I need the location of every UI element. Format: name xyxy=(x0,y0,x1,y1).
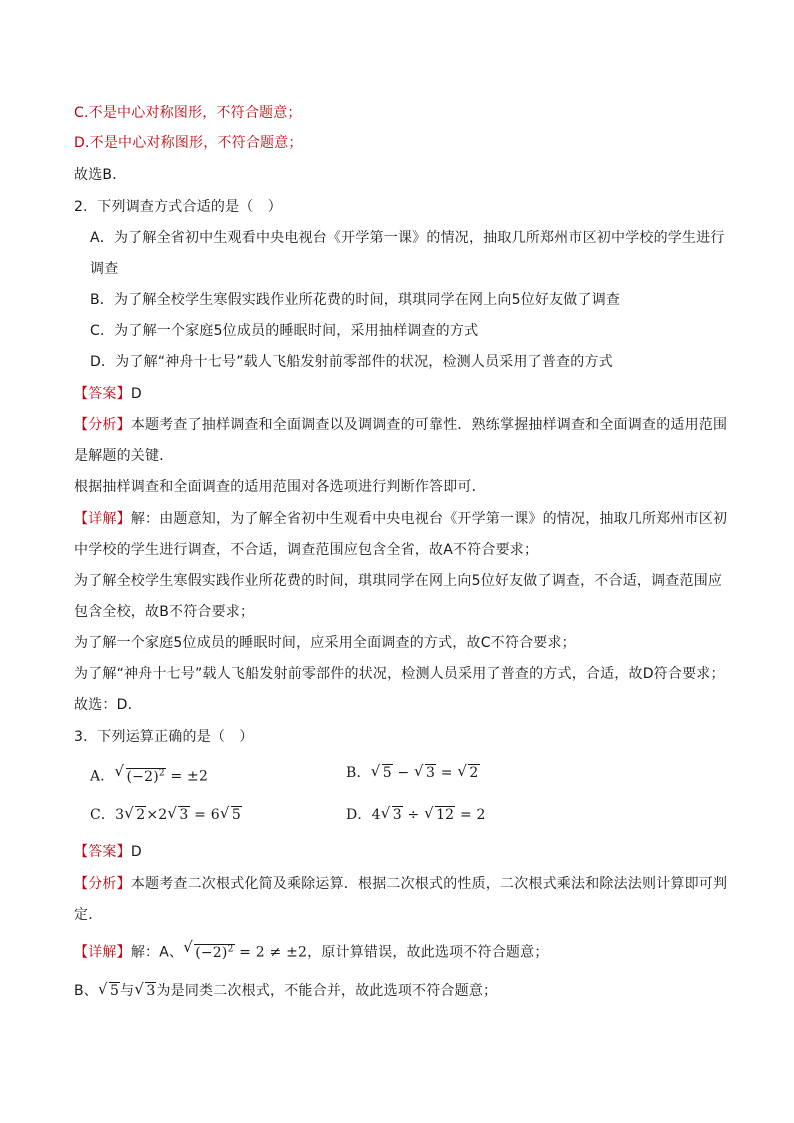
question-3-option-d: D．4√ 3 ÷ √ 12 = 2 xyxy=(346,806,486,824)
question-3-stem: 3．下列运算正确的是（ ） xyxy=(74,729,254,745)
detail-text-b-cont: 包含全校，故B不符合要求； xyxy=(74,604,255,620)
question-3-option-b: B．√ 5 − √ 3 = √ 2 xyxy=(346,764,480,782)
detail-text: 解：由题意知，为了解全省初中生观看中央电视台《开学第一课》的情况，抽取几所郑州市区初 xyxy=(130,511,728,527)
text-c-option-explain: C.不是中心对称图形，不符合题意； xyxy=(74,105,302,121)
detail-text-c: 为了解一个家庭5位成员的睡眠时间，应采用全面调查的方式，故C不符合要求； xyxy=(74,635,576,651)
question-2-option-a: A．为了解全省初中生观看中央电视台《开学第一课》的情况，抽取几所郑州市区初中学校的学生进行 xyxy=(90,230,725,246)
detail-text-d: 为了解“神舟十七号”载人飞船发射前零部件的状况，检测人员采用了普查的方式，合适，故D符合要求； xyxy=(74,666,725,682)
question-2-option-b: B．为了解全校学生寒假实践作业所花费的时间，琪琪同学在网上向5位好友做了调查 xyxy=(90,292,621,308)
question-2-option-a-cont: 调查 xyxy=(90,261,119,277)
answer-line-3 xyxy=(74,843,142,861)
analysis-line-3 xyxy=(74,875,727,893)
option-label: B． xyxy=(346,765,371,781)
question-2-option-d: D．为了解“神舟十七号”载人飞船发射前零部件的状况，检测人员采用了普查的方式 xyxy=(90,354,613,370)
analysis-tag: 【分析】 xyxy=(74,417,131,433)
option-label: A． xyxy=(90,768,115,785)
detail-text-cont: 中学校的学生进行调查，不合适，调查范围应包含全省，故A不符合要求； xyxy=(74,542,539,558)
analysis-tag: 【分析】 xyxy=(74,876,131,892)
answer-line xyxy=(74,385,142,403)
analysis-text-cont: 定． xyxy=(74,907,103,923)
question-3-option-a: A．√ $(-2)^2 = \pm 2$ xyxy=(90,764,208,786)
text-conclusion: 故选B． xyxy=(74,167,127,183)
option-label: D． xyxy=(346,807,372,823)
detail-tag: 【详解】 xyxy=(74,944,131,961)
analysis-text-cont: 是解题的关键． xyxy=(74,448,174,464)
answer-value: D xyxy=(130,844,142,860)
detail-tag: 【详解】 xyxy=(74,511,131,527)
answer-tag: 【答案】 xyxy=(74,844,131,860)
text-line xyxy=(74,134,303,152)
detail-conclusion: 故选：D． xyxy=(74,697,142,713)
analysis-text-2: 根据抽样调查和全面调查的适用范围对各选项进行判断作答即可． xyxy=(74,479,486,495)
analysis-line xyxy=(74,416,727,434)
option-label: C． xyxy=(90,807,116,823)
analysis-text: 本题考查了抽样调查和全面调查以及调调查的可靠性．熟练掌握抽样调查和全面调查的适用范围 xyxy=(130,417,728,433)
question-2-option-c: C．为了解一个家庭5位成员的睡眠时间，采用抽样调查的方式 xyxy=(90,323,479,339)
question-2-stem: 2．下列调查方式合适的是（ ） xyxy=(74,199,282,215)
analysis-text: 本题考查二次根式化简及乘除运算．根据二次根式的性质，二次根式乘法和除法法则计算即可判 xyxy=(130,876,728,892)
answer-value: D xyxy=(130,386,142,402)
answer-tag: 【答案】 xyxy=(74,386,131,402)
detail-text-b: 为了解全校学生寒假实践作业所花费的时间，琪琪同学在网上向5位好友做了调查，不合适，调查范围应 xyxy=(74,573,723,589)
detail-line-3a: 【详解】解：A、√ $(-2)^2 = 2 \ne \pm 2$，原计算错误，故此选项不符合题意； xyxy=(74,940,549,962)
question-3-option-c: C．3√ 2×2√ 3 = 6√ 5 xyxy=(90,806,242,824)
detail-line-3b: B、√ 5与√ 3为是同类二次根式，不能合并，故此选项不符合题意； xyxy=(74,982,497,1000)
text-line xyxy=(74,104,302,122)
detail-line xyxy=(74,510,727,528)
text-d-option-explain: D.不是中心对称图形，不符合题意； xyxy=(74,135,303,151)
radical: √ $(-2)^2$ xyxy=(116,764,166,786)
